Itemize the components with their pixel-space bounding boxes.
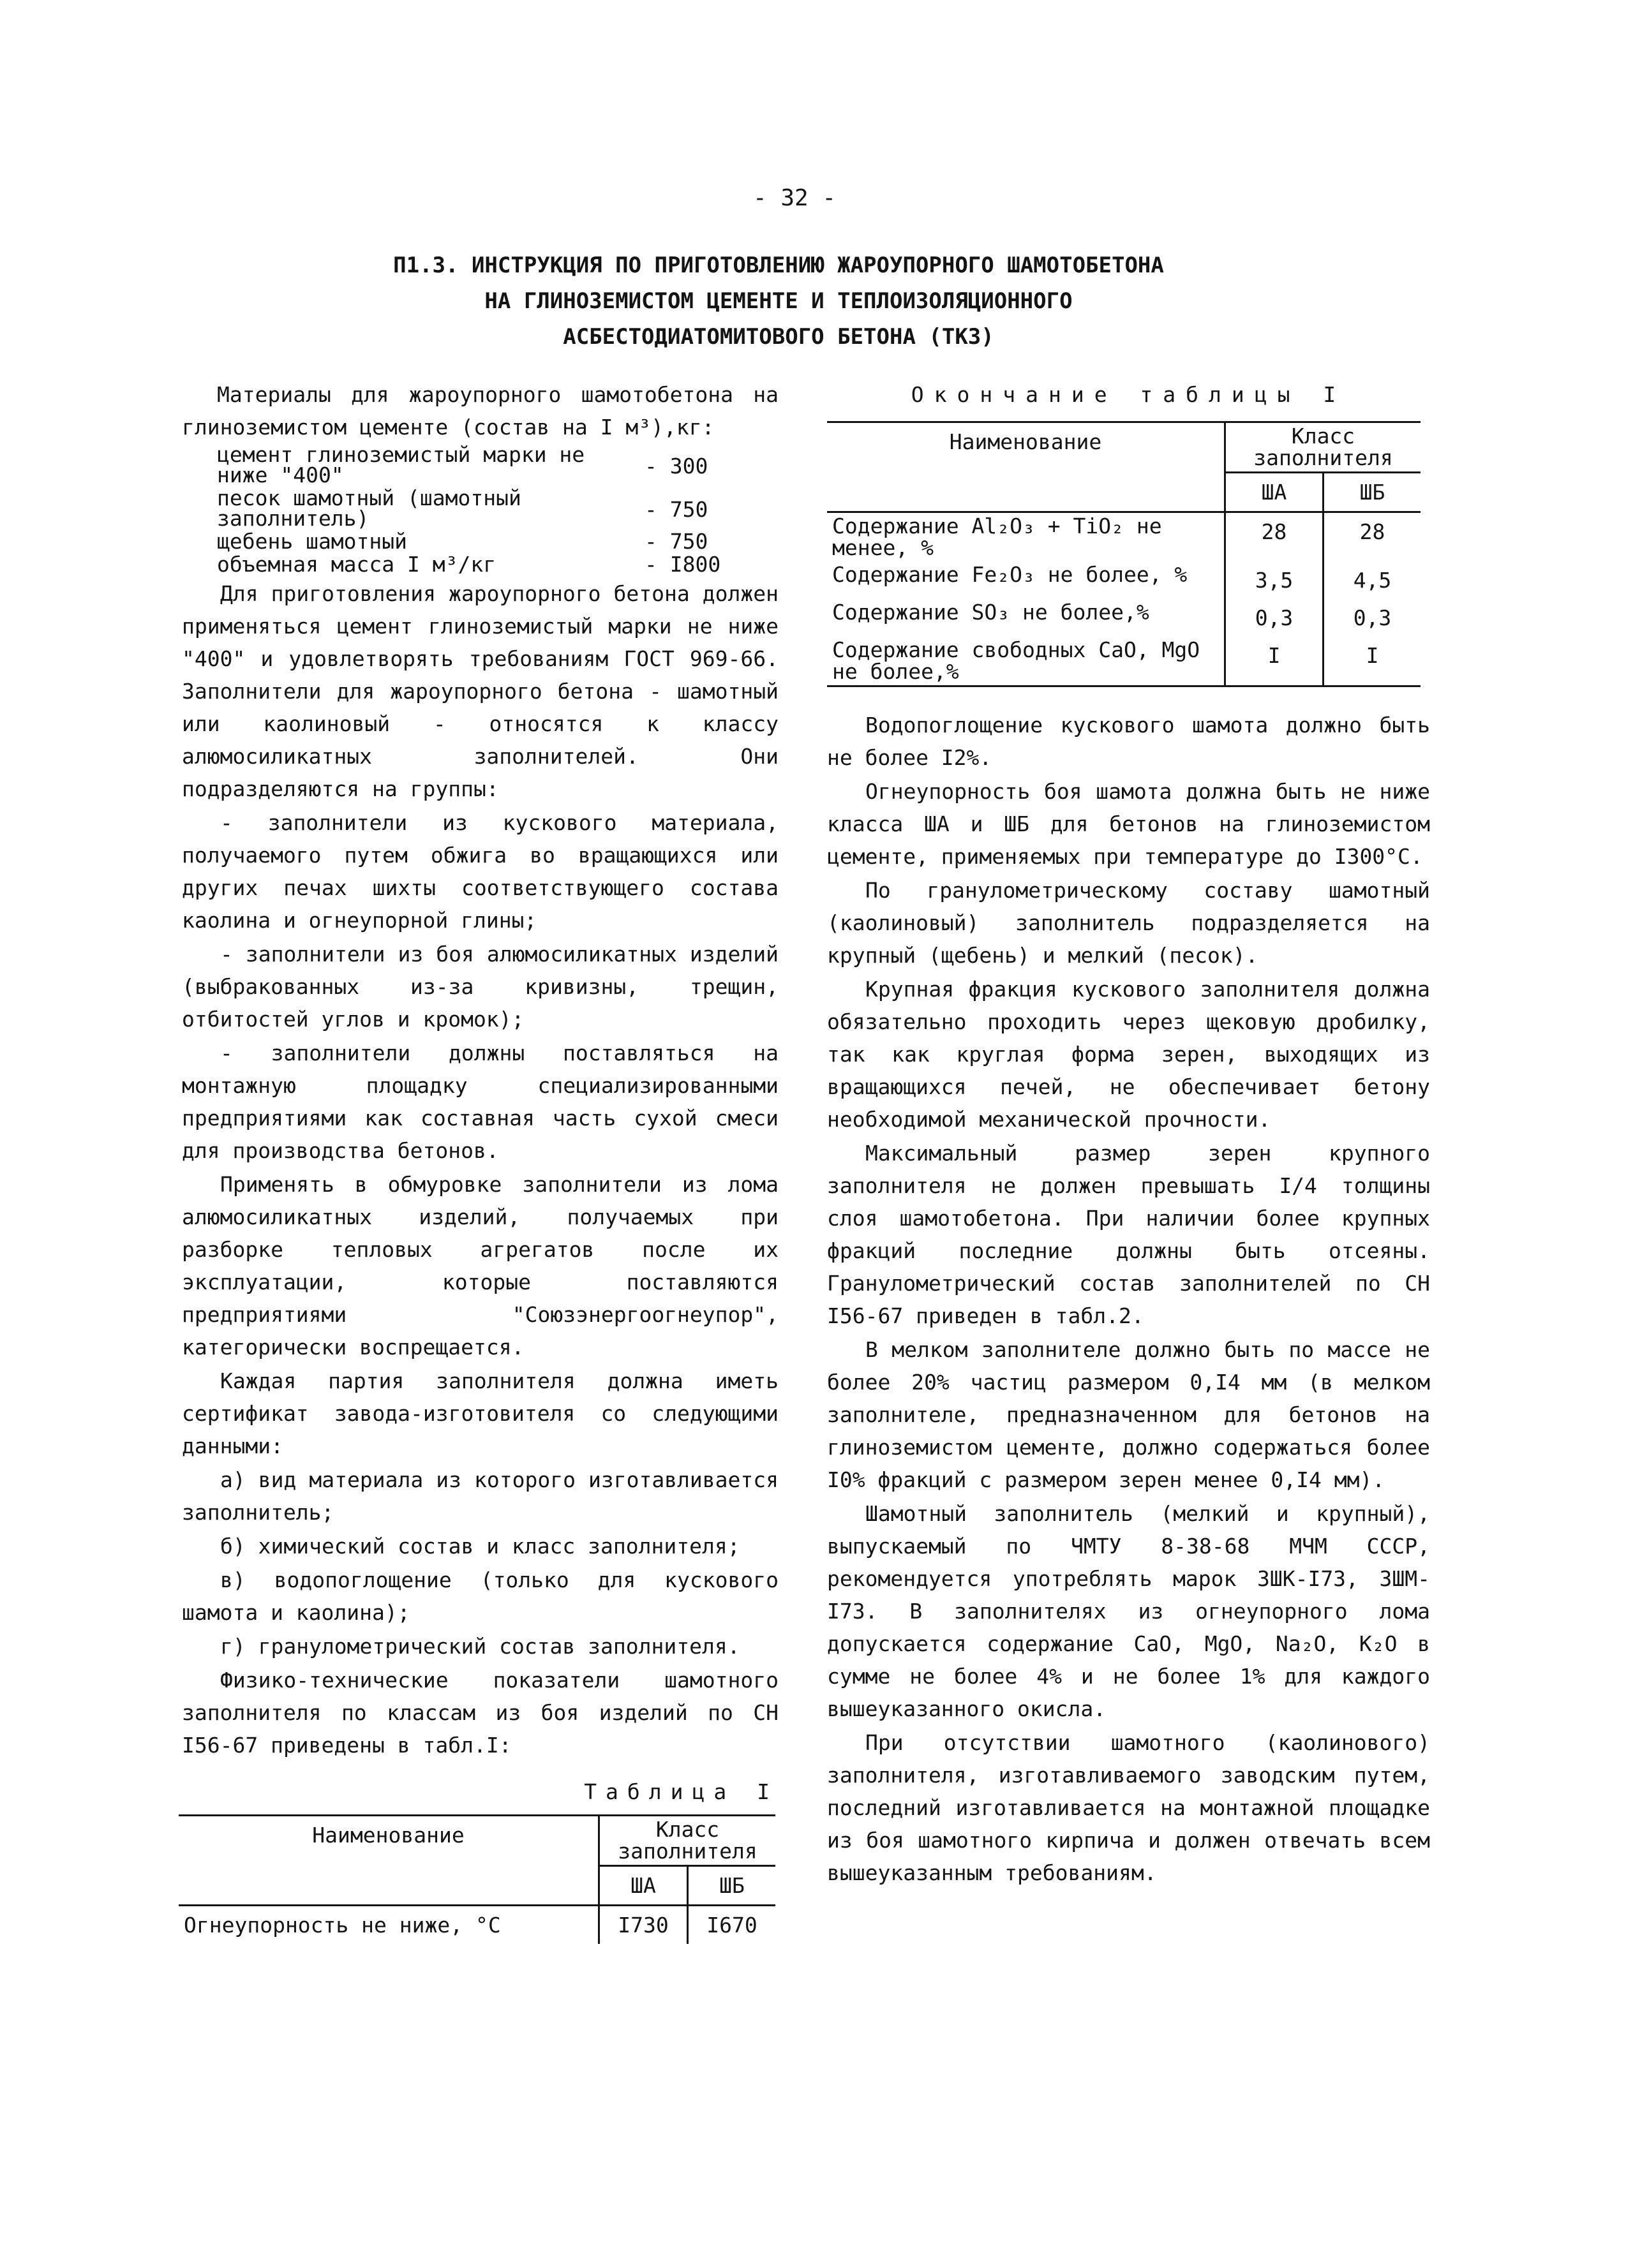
- row-value-sha: 3,5: [1225, 561, 1324, 599]
- paragraph: По гранулометрическому составу шамотный (каолиновый) заполнитель подразделяется на крупный (щебень) и мелкий (песок).: [827, 878, 1430, 968]
- material-value: - I800: [645, 552, 721, 577]
- row-value-sha: I730: [599, 1906, 688, 1945]
- table-row: [827, 637, 1421, 686]
- material-row: [217, 554, 779, 575]
- materials-heading: Материалы для жароупорного шамотобетона на глиноземистом цементе (состав на I м³),кг:: [182, 382, 779, 440]
- col-header-sha: ША: [1225, 473, 1324, 512]
- material-name: щебень шамотный: [217, 529, 408, 554]
- row-value-sha: I: [1225, 637, 1324, 686]
- table-row: [827, 561, 1421, 599]
- paragraph: Применять в обмуровке заполнители из лома алюмосиликатных изделий, получаемых при разборке тепловых агрегатов после их эксплуатации, которые поставляются предприятиями "Союзэнергоогнеупор", категорически воспрещается.: [182, 1172, 779, 1360]
- list-item: б) химический состав и класс заполнителя;: [220, 1534, 740, 1559]
- table-row: [179, 1906, 775, 1945]
- material-row: [217, 485, 779, 531]
- left-column: [182, 378, 779, 1944]
- paragraph: - заполнители из кускового материала, получаемого путем обжига во вращающихся или других печах шихты соответствующего состава каолина и огнеупорной глины;: [182, 810, 779, 933]
- table-caption: Таблица I: [584, 1779, 779, 1804]
- properties-table: [179, 1814, 775, 1944]
- row-name: Огнеупорность не ниже, °С: [184, 1913, 501, 1938]
- paragraph: Каждая партия заполнителя должна иметь сертификат завода-изготовителя со следующими данными:: [182, 1368, 779, 1458]
- row-name: Содержание SO₃ не более,%: [832, 600, 1149, 625]
- table-row: [827, 599, 1421, 637]
- properties-table-continued: [827, 421, 1421, 687]
- row-name: Содержание Al₂O₃ + TiO₂ не менее, %: [832, 514, 1162, 560]
- paragraph: Шамотный заполнитель (мелкий и крупный), выпускаемый по ЧМТУ 8-38-68 МЧМ СССР, рекомендуется употреблять марок ЗШК-I73, ЗШМ-I73. В заполнителях из огнеупорного лома допускается содержание CaO, MgO, Na₂O, K₂O в сумме не более 4% и не более 1% для каждого вышеуказанного окисла.: [827, 1501, 1430, 1721]
- document-title: [268, 248, 1289, 355]
- col-header-shb: ШБ: [688, 1866, 776, 1906]
- col-header-class: Класс заполнителя: [1225, 422, 1421, 473]
- material-row: [217, 531, 779, 552]
- list-item: а) вид материала из которого изготавливается заполнитель;: [182, 1467, 779, 1525]
- table-caption: Окончание таблицы I: [911, 382, 1346, 407]
- paragraph: При отсутствии шамотного (каолинового) заполнителя, изготавливаемого заводским путем, последний изготавливается на монтажной площадке из боя шамотного кирпича и должен отвечать всем вышеуказанным требованиям.: [827, 1730, 1430, 1885]
- material-value: - 750: [645, 529, 708, 554]
- row-value-shb: I670: [688, 1906, 776, 1945]
- row-value-sha: 28: [1225, 512, 1324, 562]
- col-header-shb: ШБ: [1324, 473, 1421, 512]
- material-name: цемент глиноземистый марки не ниже "400": [217, 442, 585, 487]
- col-header-class: Класс заполнителя: [599, 1816, 776, 1866]
- row-value-shb: 0,3: [1324, 599, 1421, 637]
- list-item: в) водопоглощение (только для кускового шамота и каолина);: [182, 1568, 779, 1625]
- col-header-sha: ША: [599, 1866, 688, 1906]
- paragraph: Огнеупорность боя шамота должна быть не ниже класса ША и ШБ для бетонов на глиноземистом цементе, применяемых при температуре до I300°С.: [827, 779, 1430, 869]
- row-name: Содержание Fe₂O₃ не более, %: [832, 562, 1188, 587]
- material-name: объемная масса I м³/кг: [217, 552, 496, 577]
- material-name: песок шамотный (шамотный заполнитель): [217, 485, 521, 531]
- row-value-sha: 0,3: [1225, 599, 1324, 637]
- paragraph: Водопоглощение кускового шамота должно быть не более I2%.: [827, 713, 1430, 770]
- paragraph: Физико-технические показатели шамотного заполнителя по классам из боя изделий по СН I56-67 приведены в табл.I:: [182, 1668, 779, 1758]
- row-value-shb: I: [1324, 637, 1421, 686]
- paragraph: - заполнители из боя алюмосиликатных изделий (выбракованных из-за кривизны, трещин, отбитостей углов и кромок);: [182, 942, 779, 1032]
- material-value: - 750: [645, 497, 708, 522]
- material-row: [217, 442, 779, 487]
- material-value: - 300: [645, 454, 708, 478]
- paragraph: В мелком заполнителе должно быть по массе не более 20% частиц размером 0,I4 мм (в мелком заполнителе, предназначенном для бетонов на глиноземистом цементе, должно содержаться более I0% фракций с размером зерен менее 0,I4 мм).: [827, 1337, 1430, 1492]
- row-value-shb: 28: [1324, 512, 1421, 562]
- table-row: [827, 512, 1421, 562]
- list-item: г) гранулометрический состав заполнителя.: [220, 1634, 740, 1659]
- page-number: - 32 -: [753, 185, 837, 211]
- col-header-name: Наименование: [827, 422, 1225, 512]
- title-line-1: П1.3. ИНСТРУКЦИЯ ПО ПРИГОТОВЛЕНИЮ ЖАРОУПОРНОГО ШАМОТОБЕТОНА: [393, 253, 1164, 278]
- title-line-2: НА ГЛИНОЗЕМИСТОМ ЦЕМЕНТЕ И ТЕПЛОИЗОЛЯЦИОННОГО: [484, 288, 1073, 314]
- right-column: [827, 378, 1430, 1890]
- paragraph: Максимальный размер зерен крупного заполнителя не должен превышать I/4 толщины слоя шамотобетона. При наличии более крупных фракций последние должны быть отсеяны. Гранулометрический состав заполнителей по СН I56-67 приведен в табл.2.: [827, 1141, 1430, 1328]
- row-value-shb: 4,5: [1324, 561, 1421, 599]
- paragraph: Крупная фракция кускового заполнителя должна обязательно проходить через щековую дробилку, так как круглая форма зерен, выходящих из вращающихся печей, не обеспечивает бетону необходимой механической прочности.: [827, 977, 1430, 1132]
- paragraph: Для приготовления жароупорного бетона должен применяться цемент глиноземистый марки не ниже "400" и удовлетворять требованиям ГОСТ 969-66. Заполнители для жароупорного бетона - шамотный или каолиновый - относятся к классу алюмосиликатных заполнителей. Они подразделяются на группы:: [182, 581, 779, 801]
- col-header-name: Наименование: [179, 1816, 599, 1906]
- title-line-3: АСБЕСТОДИАТОМИТОВОГО БЕТОНА (ТКЗ): [563, 324, 994, 350]
- row-name: Содержание свободных CaO, MgO не более,%: [832, 637, 1200, 684]
- paragraph: - заполнители должны поставляться на монтажную площадку специализированными предприятиями как составная часть сухой смеси для производства бетонов.: [182, 1041, 779, 1163]
